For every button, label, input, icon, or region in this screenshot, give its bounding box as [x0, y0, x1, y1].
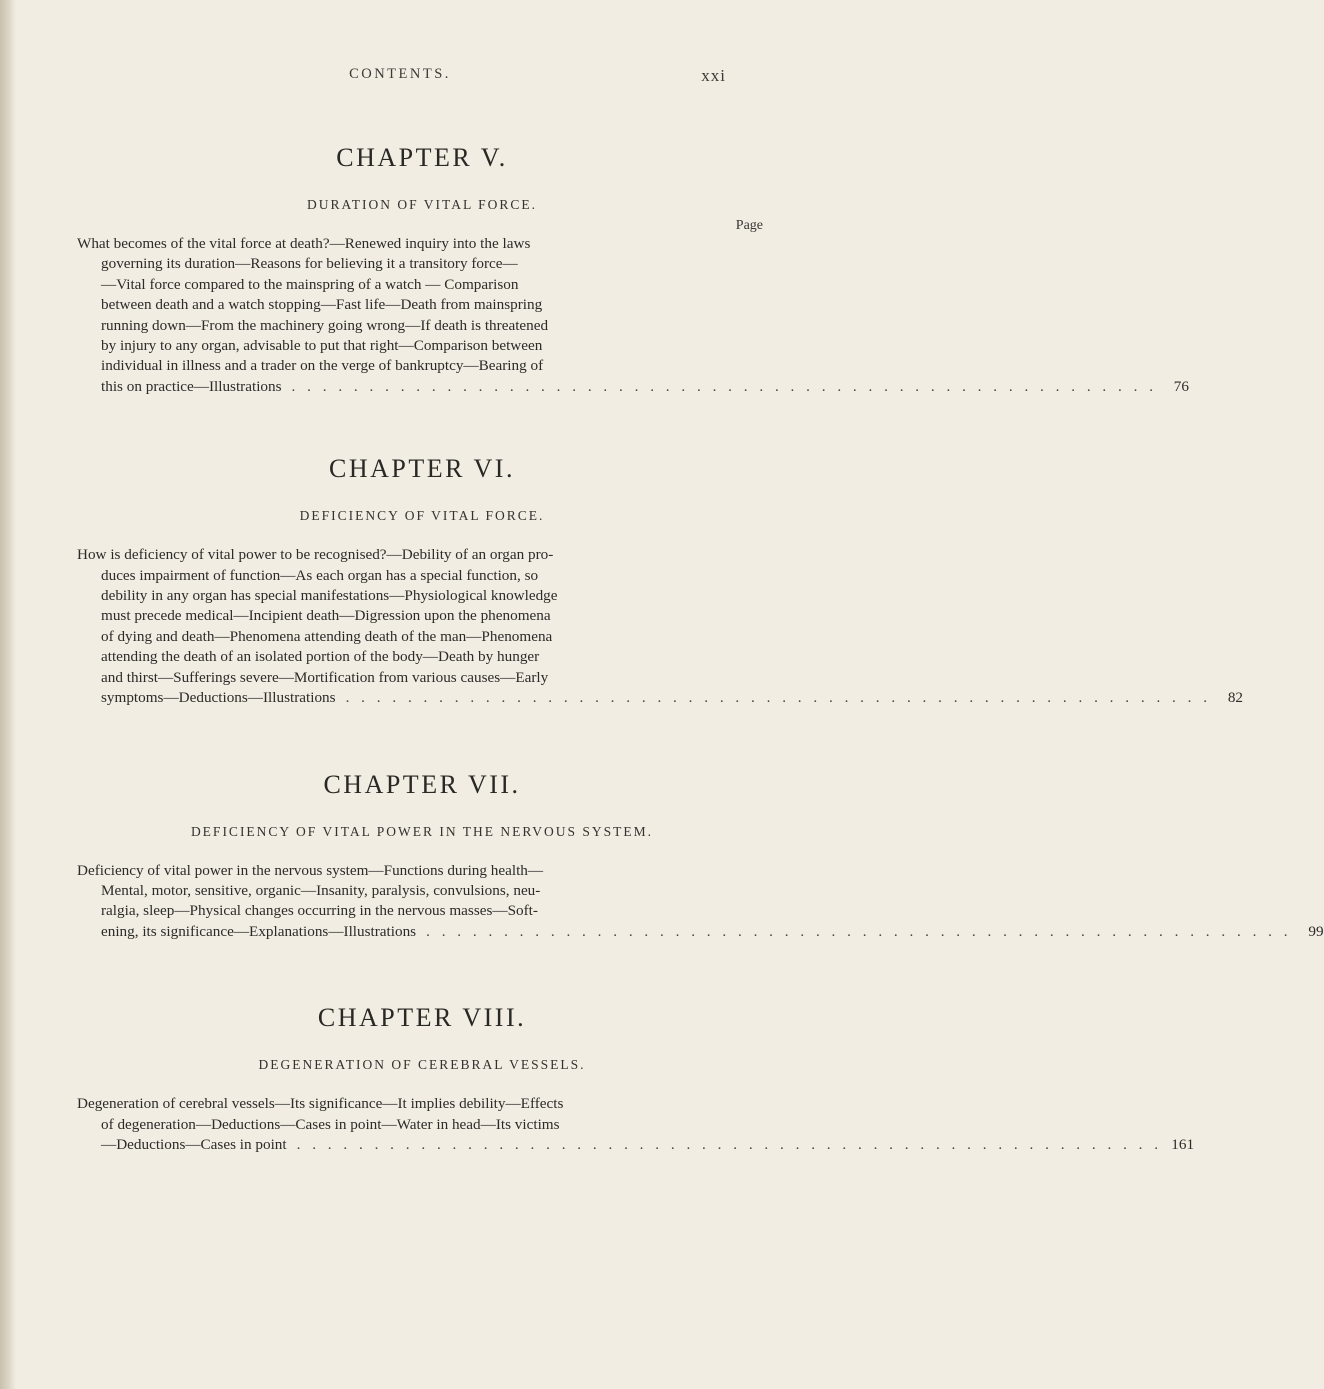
chapter-page-number: 161: [1171, 1135, 1195, 1153]
chapter-subtitle: DEGENERATION OF CEREBRAL VESSELS.: [258, 1057, 586, 1073]
chapter-page-number: 99: [1308, 922, 1324, 940]
summary-line: attending the death of an isolated portion of the body—Death by hunger: [101, 648, 540, 666]
summary-last-line: [77, 1135, 1195, 1155]
dot-leader: . . . . . . . . . . . . . . . . . . . . . . . . . . . . . . . . . . . . . . . . . . . . . . . . . . . . . . . .: [426, 922, 1292, 940]
chapter-summary: [77, 861, 1324, 943]
summary-line: Mental, motor, sensitive, organic—Insanity, paralysis, convulsions, neu-: [101, 881, 541, 899]
summary-line: symptoms—Deductions—Illustrations: [101, 689, 336, 707]
chapter-subtitle: DEFICIENCY OF VITAL FORCE.: [299, 508, 545, 524]
dot-leader: . . . . . . . . . . . . . . . . . . . . . . . . . . . . . . . . . . . . . . . . . . . . . . . . . . . . . . . .: [296, 1135, 1163, 1153]
chapter-7-entry: [77, 769, 1324, 943]
summary-line: running down—From the machinery going wrong—If death is threatened: [101, 316, 549, 334]
book-spine-shadow: [0, 0, 16, 1389]
summary-line: How is deficiency of vital power to be recognised?—Debility of an organ pro-: [77, 546, 554, 564]
chapter-page-number: 76: [1173, 377, 1189, 395]
dot-leader: . . . . . . . . . . . . . . . . . . . . . . . . . . . . . . . . . . . . . . . . . . . . . . . . . . . . . . . .: [345, 689, 1212, 707]
summary-line: this on practice—Illustrations: [101, 377, 282, 395]
summary-last-line: [77, 922, 1324, 942]
chapter-5-entry: [77, 142, 1189, 397]
summary-line: of degeneration—Deductions—Cases in point—Water in head—Its victims: [101, 1115, 560, 1133]
summary-line: and thirst—Sufferings severe—Mortification from various causes—Early: [101, 668, 549, 686]
summary-line: between death and a watch stopping—Fast life—Death from mainspring: [101, 296, 543, 314]
summary-line: governing its duration—Reasons for believing it a transitory force—: [101, 255, 518, 273]
summary-line: Degeneration of cerebral vessels—Its significance—It implies debility—Effects: [77, 1095, 564, 1113]
chapter-summary: [77, 545, 1244, 708]
chapter-summary: [77, 1094, 1195, 1155]
running-head: CONTENTS.: [349, 66, 451, 82]
page-number: xxi: [701, 66, 726, 85]
summary-line: ralgia, sleep—Physical changes occurring in the nervous masses—Soft-: [101, 902, 538, 920]
chapter-title: CHAPTER VII.: [323, 769, 521, 799]
summary-line: debility in any organ has special manifestations—Physiological knowledge: [101, 587, 558, 605]
chapter-title: CHAPTER VI.: [329, 454, 515, 484]
chapter-title: CHAPTER VIII.: [317, 1003, 527, 1033]
summary-line: ening, its significance—Explanations—Illustrations: [101, 922, 417, 940]
dot-leader: . . . . . . . . . . . . . . . . . . . . . . . . . . . . . . . . . . . . . . . . . . . . . . . . . . . . . . . .: [291, 377, 1157, 395]
chapter-subtitle: DURATION OF VITAL FORCE.: [307, 197, 537, 212]
summary-line: of dying and death—Phenomena attending death of the man—Phenomena: [101, 627, 553, 645]
contents-body: [77, 142, 1324, 1155]
page-column-label: Page: [735, 218, 763, 233]
summary-line: duces impairment of function—As each organ has a special function, so: [101, 566, 539, 584]
page-header: [0, 66, 800, 96]
summary-line: individual in illness and a trader on the verge of bankruptcy—Bearing of: [101, 357, 544, 375]
summary-line: —Deductions—Cases in point: [101, 1135, 287, 1153]
chapter-summary: [77, 234, 1189, 397]
chapter-8-entry: [77, 1002, 1195, 1155]
summary-line: must precede medical—Incipient death—Digression upon the phenomena: [101, 607, 551, 625]
summary-line: —Vital force compared to the mainspring of a watch — Comparison: [101, 275, 519, 293]
chapter-page-number: 82: [1227, 689, 1244, 707]
chapter-subtitle: DEFICIENCY OF VITAL POWER IN THE NERVOUS SYSTEM.: [190, 823, 654, 839]
chapter-title: CHAPTER V.: [336, 143, 508, 172]
summary-line: What becomes of the vital force at death?—Renewed inquiry into the laws: [77, 235, 531, 252]
summary-line: by injury to any organ, advisable to put that right—Comparison between: [101, 337, 543, 355]
summary-line: Deficiency of vital power in the nervous system—Functions during health—: [77, 861, 544, 879]
summary-last-line: [77, 688, 1244, 708]
summary-last-line: [77, 377, 1189, 397]
chapter-6-entry: [77, 453, 1244, 708]
